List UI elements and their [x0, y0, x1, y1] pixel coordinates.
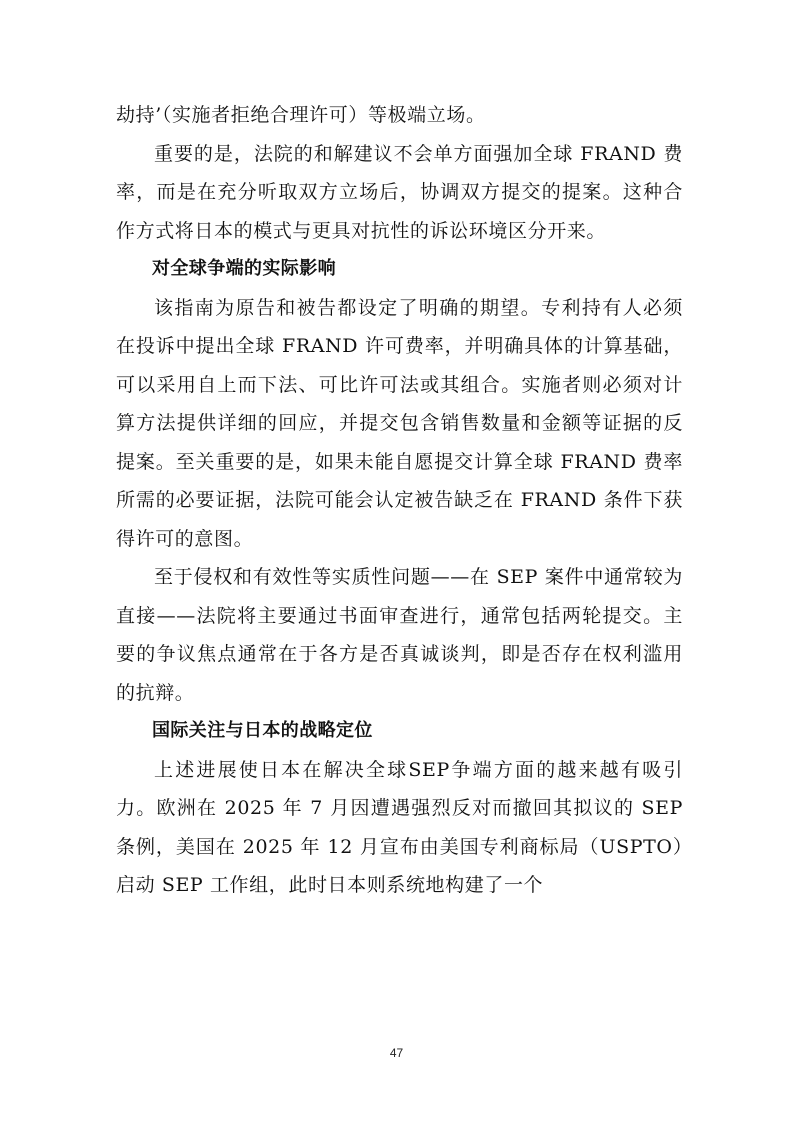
page-number: 47 — [389, 1046, 404, 1060]
paragraph-substantive-issues: 至于侵权和有效性等实质性问题——在 SEP 案件中通常较为直接——法院将主要通过书面审查进行，通常包括两轮提交。主要的争议焦点通常在于各方是否真诚谈判，即是否存在权利滥用的抗辩。 — [116, 566, 683, 704]
section-heading-international-attention: 国际关注与日本的战略定位 — [152, 720, 373, 741]
paragraph-continuation: 劫持’（实施者拒绝合理许可）等极端立场。 — [116, 104, 486, 126]
paragraph-guideline-expectations: 该指南为原告和被告都设定了明确的期望。专利持有人必须在投诉中提出全球 FRAND 许可费率，并明确具体的计算基础，可以采用自上而下法、可比许可法或其组合。实施者则必须对计算方法提供详细的回应，并提交包含销售数量和金额等证据的反提案。至关重要的是，如果未能自愿提交计算全球 FRAND 费率所需的必要证据，法院可能会认定被告缺乏在 FRAND 条件下获得许可的意图。 — [116, 296, 683, 550]
paragraph-settlement-proposal: 重要的是，法院的和解建议不会单方面强加全球 FRAND 费率，而是在充分听取双方立场后，协调双方提交的提案。这种合作方式将日本的模式与更具对抗性的诉讼环境区分开来。 — [116, 142, 683, 242]
section-heading-global-impact: 对全球争端的实际影响 — [152, 258, 336, 279]
paragraph-japan-positioning: 上述进展使日本在解决全球SEP争端方面的越来越有吸引力。欧洲在 2025 年 7 月因遭遇强烈反对而撤回其拟议的 SEP 条例，美国在 2025 年 12 月宣布由美国专利商标局（USPTO）启动 SEP 工作组，此时日本则系统地构建了一个 — [116, 758, 683, 896]
